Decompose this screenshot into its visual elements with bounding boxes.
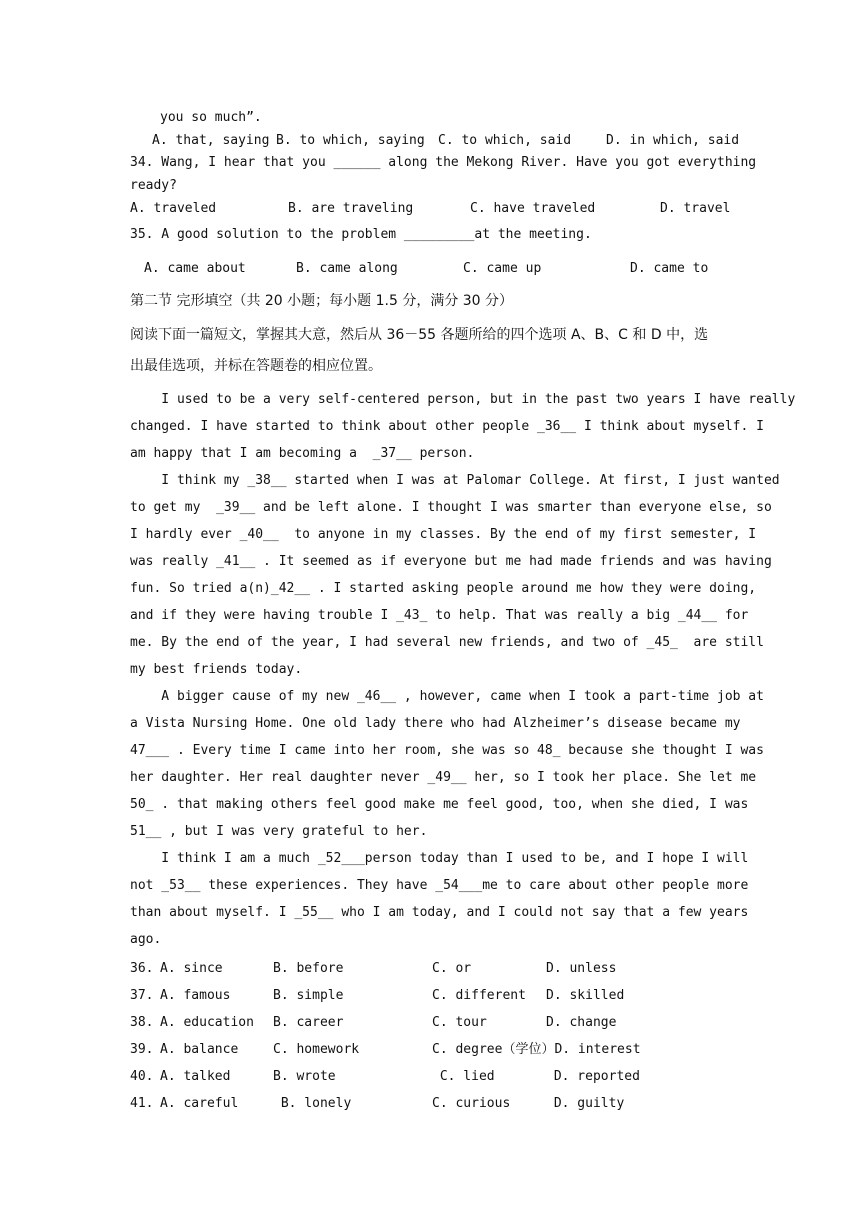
- section-heading: 第二节 完形填空（共 20 小题；每小题 1.5 分，满分 30 分）: [130, 293, 514, 309]
- passage-line: to get my _39__ and be left alone. I thought I was smarter than everyone else, so: [130, 500, 772, 515]
- question-option-a: A. since: [160, 961, 223, 976]
- question-number: 37.: [130, 988, 154, 1003]
- question-number: 40.: [130, 1069, 154, 1084]
- q34-option-c: C. have traveled: [470, 201, 596, 216]
- passage-line: 50_ . that making others feel good make me feel good, too, when she died, I was: [130, 797, 749, 812]
- section-instruction-line2: 出最佳选项，并标在答题卷的相应位置。: [130, 358, 382, 374]
- q34-stem-line2: ready?: [130, 178, 177, 193]
- q35-option-b: B. came along: [296, 261, 398, 276]
- passage-line: 51__ , but I was very grateful to her.: [130, 824, 428, 839]
- passage-line: I hardly ever _40__ to anyone in my classes. By the end of my first semester, I: [130, 527, 757, 542]
- q35-option-a: A. came about: [144, 261, 246, 276]
- question-number: 39.: [130, 1042, 154, 1057]
- passage-line: I used to be a very self-centered person, but in the past two years I have really: [130, 392, 796, 407]
- q35-stem: 35. A good solution to the problem _________at the meeting.: [130, 227, 592, 242]
- passage-line: ago.: [130, 932, 162, 947]
- question-option-d: D. unless: [546, 961, 617, 976]
- q33-option-a: A. that, saying: [152, 133, 270, 148]
- passage-line: I think I am a much _52___person today than I used to be, and I hope I will: [130, 851, 749, 866]
- passage-line: was really _41__ . It seemed as if everyone but me had made friends and was having: [130, 554, 772, 569]
- question-option-b: C. homework: [273, 1042, 360, 1057]
- question-option-b: B. lonely: [273, 1096, 352, 1111]
- question-option-c: C. lied: [432, 1069, 495, 1084]
- question-option-b: B. simple: [273, 988, 344, 1003]
- q33-option-b: B. to which, saying: [276, 133, 425, 148]
- question-option-c: C. curious: [432, 1096, 511, 1111]
- question-option-a: A. famous: [160, 988, 231, 1003]
- question-option-c: C. degree（学位）D. interest: [432, 1042, 641, 1057]
- passage-line: not _53__ these experiences. They have _54___me to care about other people more: [130, 878, 749, 893]
- passage-line: A bigger cause of my new _46__ , however, came when I took a part-time job at: [130, 689, 764, 704]
- question-option-d: D. guilty: [546, 1096, 625, 1111]
- question-number: 36.: [130, 961, 154, 976]
- q34-option-b: B. are traveling: [288, 201, 414, 216]
- question-option-d: D. change: [546, 1015, 617, 1030]
- question-option-d: D. reported: [546, 1069, 640, 1084]
- question-option-a: A. education: [160, 1015, 254, 1030]
- passage-line: a Vista Nursing Home. One old lady there who had Alzheimer’s disease became my: [130, 716, 741, 731]
- question-option-b: B. before: [273, 961, 344, 976]
- passage-line: am happy that I am becoming a _37__ person.: [130, 446, 475, 461]
- question-option-b: B. wrote: [273, 1069, 336, 1084]
- passage-line: and if they were having trouble I _43_ to help. That was really a big _44__ for: [130, 608, 749, 623]
- passage-line: her daughter. Her real daughter never _49__ her, so I took her place. She let me: [130, 770, 757, 785]
- question-option-c: C. tour: [432, 1015, 487, 1030]
- section-instruction-line1: 阅读下面一篇短文，掌握其大意，然后从 36－55 各题所给的四个选项 A、B、C 和 D 中，选: [130, 327, 709, 343]
- question-option-a: A. careful: [160, 1096, 239, 1111]
- q35-option-c: C. came up: [463, 261, 542, 276]
- passage-line: I think my _38__ started when I was at Palomar College. At first, I just wanted: [130, 473, 780, 488]
- passage-line: 47___ . Every time I came into her room, she was so 48_ because she thought I was: [130, 743, 764, 758]
- passage-line: than about myself. I _55__ who I am today, and I could not say that a few years: [130, 905, 749, 920]
- q33-tail: you so much”.: [160, 110, 262, 125]
- question-option-c: C. or: [432, 961, 472, 976]
- q34-option-d: D. travel: [660, 201, 731, 216]
- q33-option-d: D. in which, said: [606, 133, 740, 148]
- passage-line: changed. I have started to think about other people _36__ I think about myself. I: [130, 419, 764, 434]
- question-number: 41.: [130, 1096, 154, 1111]
- q33-option-c: C. to which, said: [438, 133, 572, 148]
- q34-option-a: A. traveled: [130, 201, 217, 216]
- question-number: 38.: [130, 1015, 154, 1030]
- question-option-a: A. talked: [160, 1069, 231, 1084]
- passage-line: me. By the end of the year, I had several new friends, and two of _45_ are still: [130, 635, 764, 650]
- question-option-a: A. balance: [160, 1042, 239, 1057]
- question-option-b: B. career: [273, 1015, 344, 1030]
- question-option-c: C. different: [432, 988, 526, 1003]
- passage-line: my best friends today.: [130, 662, 303, 677]
- q35-option-d: D. came to: [630, 261, 709, 276]
- q34-stem-line1: 34. Wang, I hear that you ______ along the Mekong River. Have you got everything: [130, 155, 757, 170]
- passage-line: fun. So tried a(n)_42__ . I started asking people around me how they were doing,: [130, 581, 757, 596]
- question-option-d: D. skilled: [546, 988, 625, 1003]
